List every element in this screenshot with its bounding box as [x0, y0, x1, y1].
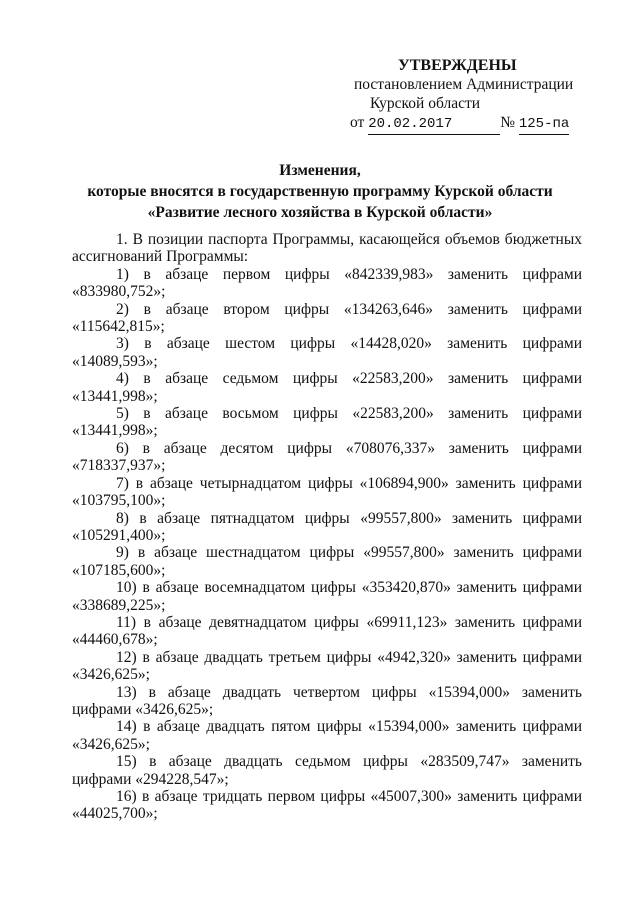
- title-line-2: которые вносятся в государственную программу Курской области: [87, 183, 553, 200]
- approved-label: УТВЕРЖДЕНЫ: [398, 57, 517, 74]
- list-item: 6) в абзаце десятом цифры «708076,337» заменить цифрами «718337,937»;: [72, 439, 582, 475]
- approval-block: [330, 56, 630, 135]
- title-line-3: «Развитие лесного хозяйства в Курской области»: [147, 204, 493, 221]
- list-item: 7) в абзаце четырнадцатом цифры «106894,900» заменить цифрами «103795,100»;: [72, 474, 582, 510]
- list-item: 1) в абзаце первом цифры «842339,983» заменить цифрами «833980,752»;: [72, 265, 582, 301]
- list-item: 4) в абзаце седьмом цифры «22583,200» заменить цифрами «13441,998»;: [72, 370, 582, 405]
- approval-line-2: Курской области: [370, 95, 481, 112]
- approval-line-1: постановлением Администрации: [354, 76, 574, 93]
- list-item: 8) в абзаце пятнадцатом цифры «99557,800» заменить цифрами «105291,400»;: [72, 509, 582, 544]
- list-item: 12) в абзаце двадцать третьем цифры «4942,320» заменить цифрами «3426,625»;: [72, 648, 582, 684]
- list-item: 5) в абзаце восьмом цифры «22583,200» заменить цифрами «13441,998»;: [72, 405, 582, 440]
- list-item: 16) в абзаце тридцать первом цифры «45007,300» заменить цифрами «44025,700»;: [72, 788, 582, 823]
- list-item: 9) в абзаце шестнадцатом цифры «99557,800» заменить цифрами «107185,600»;: [72, 544, 582, 579]
- list-item: 2) в абзаце втором цифры «134263,646» заменить цифрами «115642,815»;: [72, 300, 582, 336]
- list-item: 11) в абзаце девятнадцатом цифры «69911,123» заменить цифрами «44460,678»;: [72, 613, 582, 649]
- approval-date: 20.02.2017: [368, 115, 500, 135]
- title-line-1: Изменения,: [279, 162, 361, 179]
- list-item: 13) в абзаце двадцать четвертом цифры «15394,000» заменить цифрами «3426,625»;: [72, 683, 582, 718]
- list-item: 14) в абзаце двадцать пятом цифры «15394,000» заменить цифрами «3426,625»;: [72, 718, 582, 753]
- list-item: 10) в абзаце восемнадцатом цифры «353420,870» заменить цифрами «338689,225»;: [72, 579, 582, 614]
- intro-paragraph: 1. В позиции паспорта Программы, касающейся объемов бюджетных ассигнований Программы:: [72, 231, 582, 266]
- date-prefix: от: [350, 114, 365, 131]
- list-item: 15) в абзаце двадцать седьмом цифры «283509,747» заменить цифрами «294228,547»;: [72, 753, 582, 788]
- list-item: 3) в абзаце шестом цифры «14428,020» заменить цифрами «14089,593»;: [72, 335, 582, 370]
- approval-date-line: [330, 113, 630, 135]
- number-prefix: №: [500, 114, 515, 131]
- document-title: [60, 160, 580, 223]
- approval-number: 125-па: [519, 115, 569, 135]
- document-body: [72, 231, 582, 823]
